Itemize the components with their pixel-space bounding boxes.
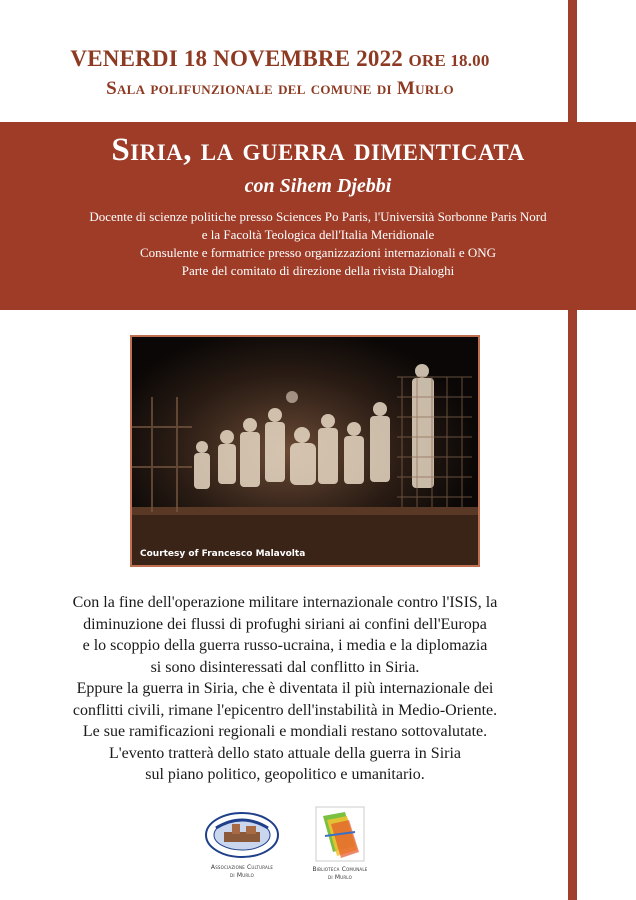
photo-credit: Courtesy of Francesco Malavolta	[140, 549, 306, 559]
bib-caption-2: di Murlo	[328, 874, 352, 881]
bio-line: Docente di scienze politiche presso Sciences Po Paris, l'Università Sorbonne Paris Nord	[89, 209, 547, 224]
bio-line: Consulente e formatrice presso organizzazioni internazionali e ONG	[139, 245, 497, 260]
event-time: ORE 18.00	[408, 51, 490, 70]
event-photo	[130, 335, 480, 567]
assoc-caption-2: di Murlo	[230, 872, 254, 879]
speaker-name: con Sihem Djebbi	[244, 175, 392, 197]
biblioteca-comunale-logo	[300, 806, 380, 882]
associazione-emblem-icon	[202, 810, 282, 860]
event-date-main: VENERDI 18 NOVEMBRE 2022	[70, 46, 403, 71]
biblioteca-book-icon	[315, 806, 365, 862]
bio-line: e la Facoltà Teologica dell'Italia Meridionale	[201, 227, 435, 242]
bio-line: Parte del comitato di direzione della rivista Dialoghi	[181, 263, 455, 278]
refugees-photo-illustration	[132, 337, 478, 565]
event-title: Siria, la guerra dimenticata	[111, 132, 525, 168]
description-line: diminuzione dei flussi di profughi siriani ai confini dell'Europa	[83, 615, 487, 633]
description-line: conflitti civili, rimane l'epicentro dell'instabilità in Medio-Oriente.	[72, 701, 498, 719]
description-line: e lo scoppio della guerra russo-ucraina, i media e la diplomazia	[82, 637, 488, 654]
description-line: L'evento tratterà dello stato attuale della guerra in Siria	[108, 744, 462, 762]
associazione-culturale-logo	[196, 810, 288, 880]
speaker-bio	[0, 208, 636, 280]
title-banner	[0, 122, 636, 310]
description-line: sul piano politico, geopolitico e umanitario.	[145, 766, 425, 783]
event-venue: Sala polifunzionale del comune di Murlo	[106, 78, 454, 99]
event-date	[0, 46, 560, 72]
assoc-caption-1: Associazione Culturale	[210, 864, 274, 871]
event-header	[0, 46, 560, 100]
description-line: si sono disinteressati dal conflitto in Siria.	[150, 658, 420, 676]
bib-caption-1: Biblioteca Comunale	[312, 866, 368, 873]
description-line: Le sue ramificazioni regionali e mondiali restano sottovalutate.	[82, 723, 488, 740]
event-description	[20, 592, 550, 786]
description-line: Con la fine dell'operazione militare internazionale contro l'ISIS, la	[72, 594, 498, 611]
description-line: Eppure la guerra in Siria, che è diventata il più internazionale dei	[76, 680, 494, 697]
